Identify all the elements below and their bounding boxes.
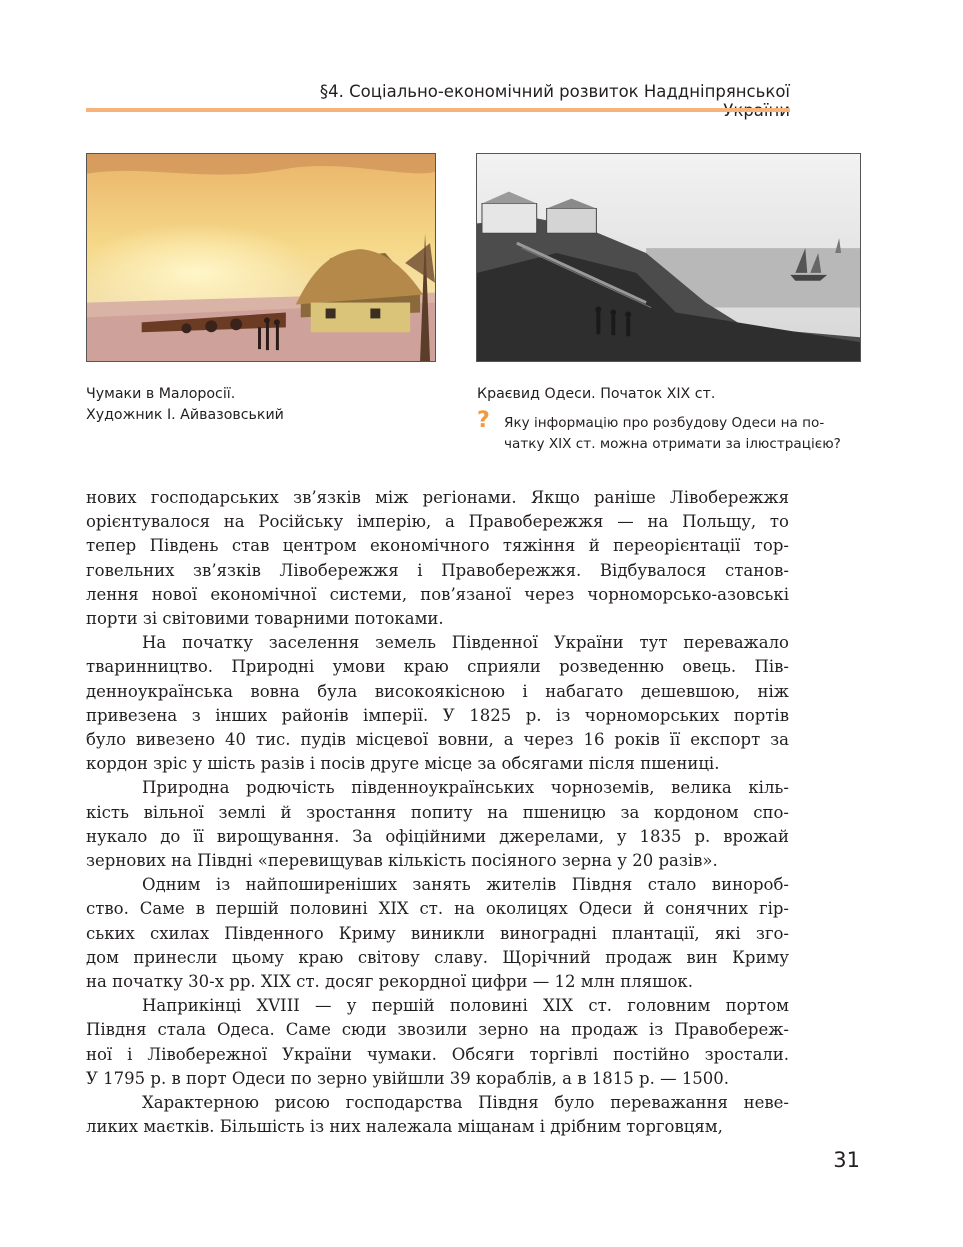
caption-painting	[86, 384, 446, 426]
caption-engraving: Краєвид Одеси. Початок XIX ст.	[477, 386, 716, 402]
text-line: було вивезено 40 тис. пудів місцевої вовни, а через 16 років її експорт за	[86, 730, 789, 750]
text-line: Характерною рисою господарства Півдня було переважання неве-	[142, 1093, 789, 1113]
text-line: нових господарських зв’язків між регіонами. Якщо раніше Лівобережжя	[86, 488, 789, 507]
text-line: говельних зв’язків Лівобережжя і Правобережжя. Відбувалося станов-	[86, 560, 789, 580]
question-mark-icon: ?	[477, 408, 490, 433]
caption-painting-line1: Чумаки в Малоросії.	[86, 386, 236, 402]
text-line: дом принесли цьому краю світову славу. Щорічний продаж вин Криму	[86, 947, 789, 967]
page-number: 31	[833, 1148, 860, 1172]
question-line1: Яку інформацію про розбудову Одеси на по-	[504, 415, 825, 431]
text-line: тваринництво. Природні умови краю сприяли розведенню овець. Пів-	[86, 657, 789, 677]
caption-painting-line2: Художник І. Айвазовський	[86, 407, 284, 423]
text-line: кість вільної землі й зростання попиту на пшеницю за кордоном спо-	[86, 802, 789, 822]
text-line: ство. Саме в першій половині XIX ст. на околицях Одеси й сонячних гір-	[86, 899, 789, 919]
text-line: У 1795 р. в порт Одеси по зерно увійшли 39 кораблів, а в 1815 р. — 1500.	[86, 1068, 730, 1088]
text-line: орієнтувалося на Російську імперію, а Правобережжя — на Польщу, то	[86, 512, 789, 532]
text-line: порти зі світовими товарними потоками.	[86, 609, 444, 629]
text-line: денноукраїнська вовна була високоякісною і набагато дешевшою, ніж	[86, 681, 789, 701]
text-line: привезена з інших районів імперії. У 1825 р. із чорноморських портів	[86, 705, 789, 725]
text-line: кордон зріс у шість разів і посів друге місце за обсягами після пшениці.	[86, 754, 720, 774]
running-header: §4. Соціально-економічний розвиток Наддніпрянської	[319, 82, 790, 101]
engraving-odesa-view	[476, 153, 861, 362]
text-line: ликих маєтків. Більшість із них належала міщанам і дрібним торговцям,	[86, 1117, 723, 1137]
text-line: лення нової економічної системи, пов’язаної через чорноморсько-азовські	[86, 584, 789, 604]
text-line: На початку заселення земель Південної України тут переважало	[142, 633, 789, 653]
painting-chumaky	[86, 153, 436, 362]
main-text	[86, 486, 789, 1139]
text-line: ної і Лівобережної України чумаки. Обсяги торгівлі постійно зростали.	[86, 1044, 789, 1064]
text-line: зернових на Півдні «перевищував кількість посіяного зерна у 20 разів».	[86, 851, 718, 871]
text-line: нукало до її вирощування. За офіційними джерелами, у 1835 р. врожай	[86, 826, 789, 846]
text-line: на початку 30-х рр. XIX ст. досяг рекордної цифри — 12 млн пляшок.	[86, 972, 693, 992]
text-line: Одним із найпоширеніших занять жителів Півдня стало винороб-	[142, 875, 789, 895]
text-line: ських схилах Південного Криму виникли виноградні плантації, які зго-	[86, 923, 789, 943]
text-line: тепер Південь став центром економічного тяжіння й переорієнтації тор-	[86, 536, 789, 556]
text-line: Півдня стала Одеса. Саме сюди звозили зерно на продаж із Правобереж-	[86, 1020, 789, 1040]
text-line: Наприкінці XVIII — у першій половині XIX ст. головним портом	[142, 996, 789, 1016]
header-rule	[86, 108, 790, 112]
question-box	[477, 408, 867, 455]
question-line2: чатку XIX ст. можна отримати за ілюстрацією?	[504, 436, 841, 452]
text-line: Природна родючість південноукраїнських чорноземів, велика кіль-	[142, 778, 789, 798]
